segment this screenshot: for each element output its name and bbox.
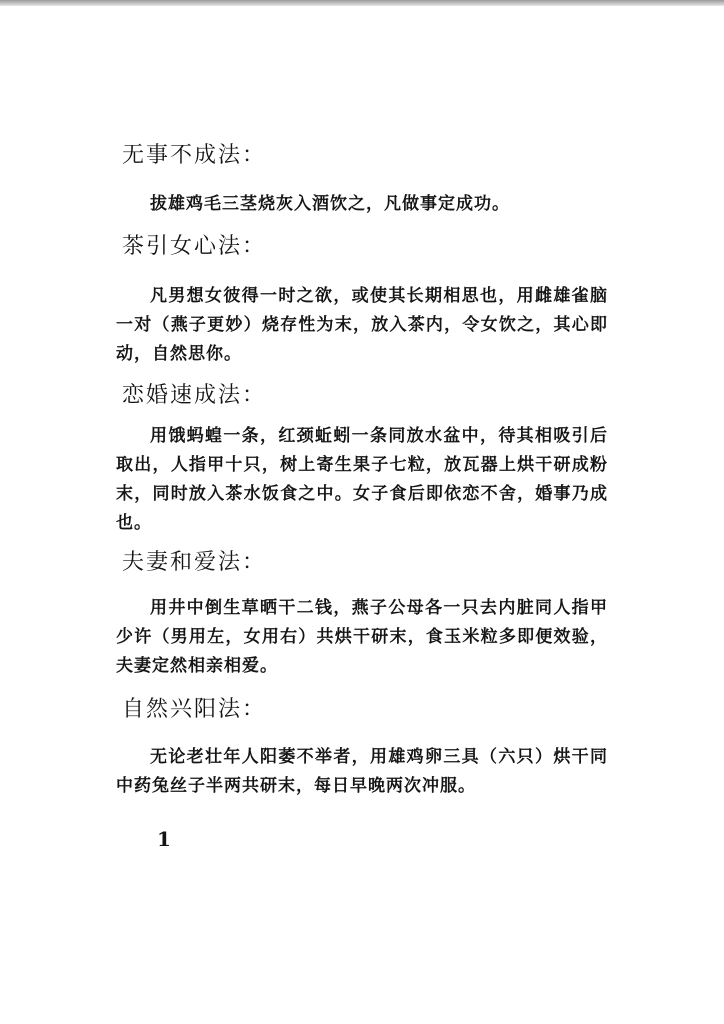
section-body-1: 拔雄鸡毛三茎烧灰入酒饮之，凡做事定成功。	[150, 194, 510, 214]
page-number: 1	[157, 827, 171, 851]
section-title-2: 茶引女心法：	[122, 234, 267, 259]
section-title-1: 无事不成法：	[122, 143, 267, 168]
section-body-2: 凡男想女彼得一时之欲，或使其长期相思也，用雌雄雀脑一对（燕子更妙）烧存性为末，放入茶内，令女饮之，其心即动，自然思你。	[116, 286, 608, 364]
section-title-5: 自然兴阳法：	[122, 697, 267, 722]
section-title-3: 恋婚速成法：	[122, 383, 267, 408]
section-body-3: 用饿蚂蝗一条，红颈蚯蚓一条同放水盆中，待其相吸引后取出，人指甲十只，树上寄生果子七粒，放瓦器上烘干研成粉末，同时放入茶水饭食之中。女子食后即依恋不舍，婚事乃成也。	[116, 426, 608, 533]
section-body-5: 无论老壮年人阳萎不举者，用雄鸡卵三具（六只）烘干同中药兔丝子半两共研末，每日早晚两次冲服。	[116, 747, 608, 796]
section-title-4: 夫妻和爱法：	[122, 550, 267, 575]
section-body-4: 用井中倒生草晒干二钱，燕子公母各一只去内脏同人指甲少许（男用左，女用右）共烘干研末，食玉米粒多即便效验，夫妻定然相亲相爱。	[116, 598, 608, 676]
